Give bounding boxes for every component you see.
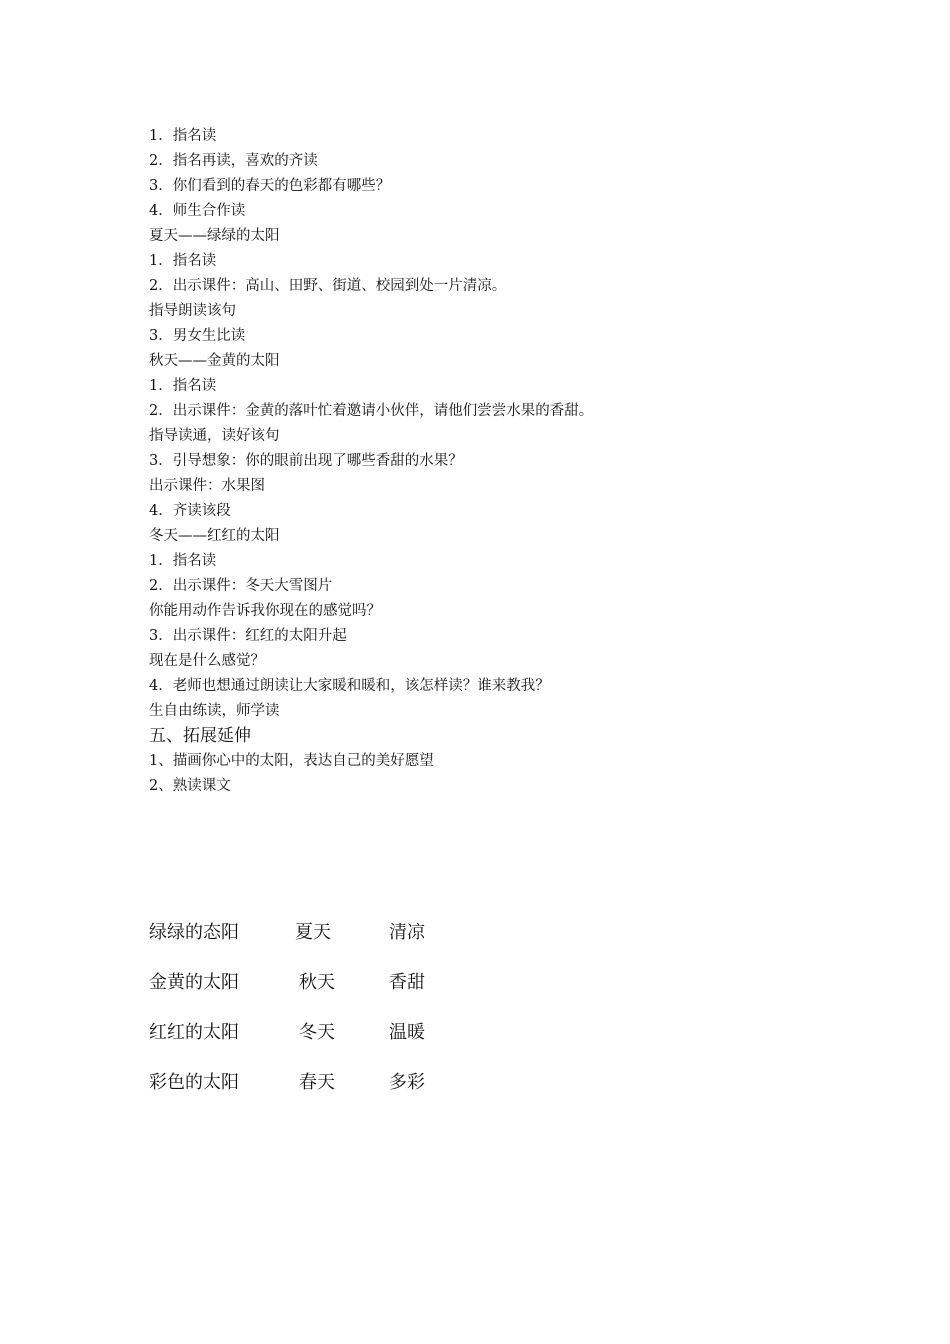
text-line: 3．你们看到的春天的色彩都有哪些？: [149, 178, 391, 194]
board-feeling: 清凉: [389, 922, 425, 943]
text-line: 3．出示课件：红红的太阳升起: [149, 628, 347, 644]
board-season: 冬天: [299, 1022, 335, 1043]
text-line: 2、熟读课文: [149, 778, 231, 794]
subsection-title: 秋天——金黄的太阳: [149, 353, 280, 369]
text-line: 2．出示课件：冬天大雪图片: [149, 578, 333, 594]
board-season: 春天: [299, 1072, 335, 1093]
board-feeling: 多彩: [389, 1072, 425, 1093]
text-line: 1．指名读: [149, 553, 217, 569]
subsection-title: 冬天——红红的太阳: [149, 528, 280, 544]
text-line: 4．老师也想通过朗读让大家暖和暖和，该怎样读？谁来教我？: [149, 678, 550, 694]
board-season: 夏天: [295, 922, 331, 943]
text-line: 你能用动作告诉我你现在的感觉吗？: [149, 603, 381, 619]
board-feeling: 香甜: [389, 972, 425, 993]
text-line: 现在是什么感觉？: [149, 653, 265, 669]
board-row: [149, 968, 549, 1018]
text-line: 指导朗读该句: [149, 303, 236, 319]
text-line: 1．指名读: [149, 378, 217, 394]
text-line: 4．师生合作读: [149, 203, 246, 219]
lesson-text: [149, 124, 849, 799]
blackboard-summary: [149, 918, 549, 1118]
board-season: 秋天: [299, 972, 335, 993]
board-sun: 金黄的太阳: [149, 972, 239, 993]
board-sun: 彩色的太阳: [149, 1072, 239, 1093]
text-line: 2．指名再读，喜欢的齐读: [149, 153, 318, 169]
section-heading: 五、拓展延伸: [149, 726, 251, 746]
text-line: 4．齐读该段: [149, 503, 231, 519]
text-line: 生自由练读，师学读: [149, 703, 280, 719]
text-line: 2．出示课件：金黄的落叶忙着邀请小伙伴，请他们尝尝水果的香甜。: [149, 403, 594, 419]
board-feeling: 温暖: [389, 1022, 425, 1043]
text-line: 1．指名读: [149, 253, 217, 269]
subsection-title: 夏天——绿绿的太阳: [149, 228, 280, 244]
text-line: 2．出示课件：高山、田野、街道、校园到处一片清凉。: [149, 278, 507, 294]
board-row: [149, 1018, 549, 1068]
board-row: [149, 918, 549, 968]
text-line: 指导读通，读好该句: [149, 428, 280, 444]
text-line: 3．引导想象：你的眼前出现了哪些香甜的水果？: [149, 453, 463, 469]
text-line: 1．指名读: [149, 128, 217, 144]
text-line: 出示课件：水果图: [149, 478, 265, 494]
text-line: 1、描画你心中的太阳，表达自己的美好愿望: [149, 753, 434, 769]
board-row: [149, 1068, 549, 1118]
board-sun: 红红的太阳: [149, 1022, 239, 1043]
text-line: 3．男女生比读: [149, 328, 246, 344]
board-sun: 绿绿的态阳: [149, 922, 239, 943]
